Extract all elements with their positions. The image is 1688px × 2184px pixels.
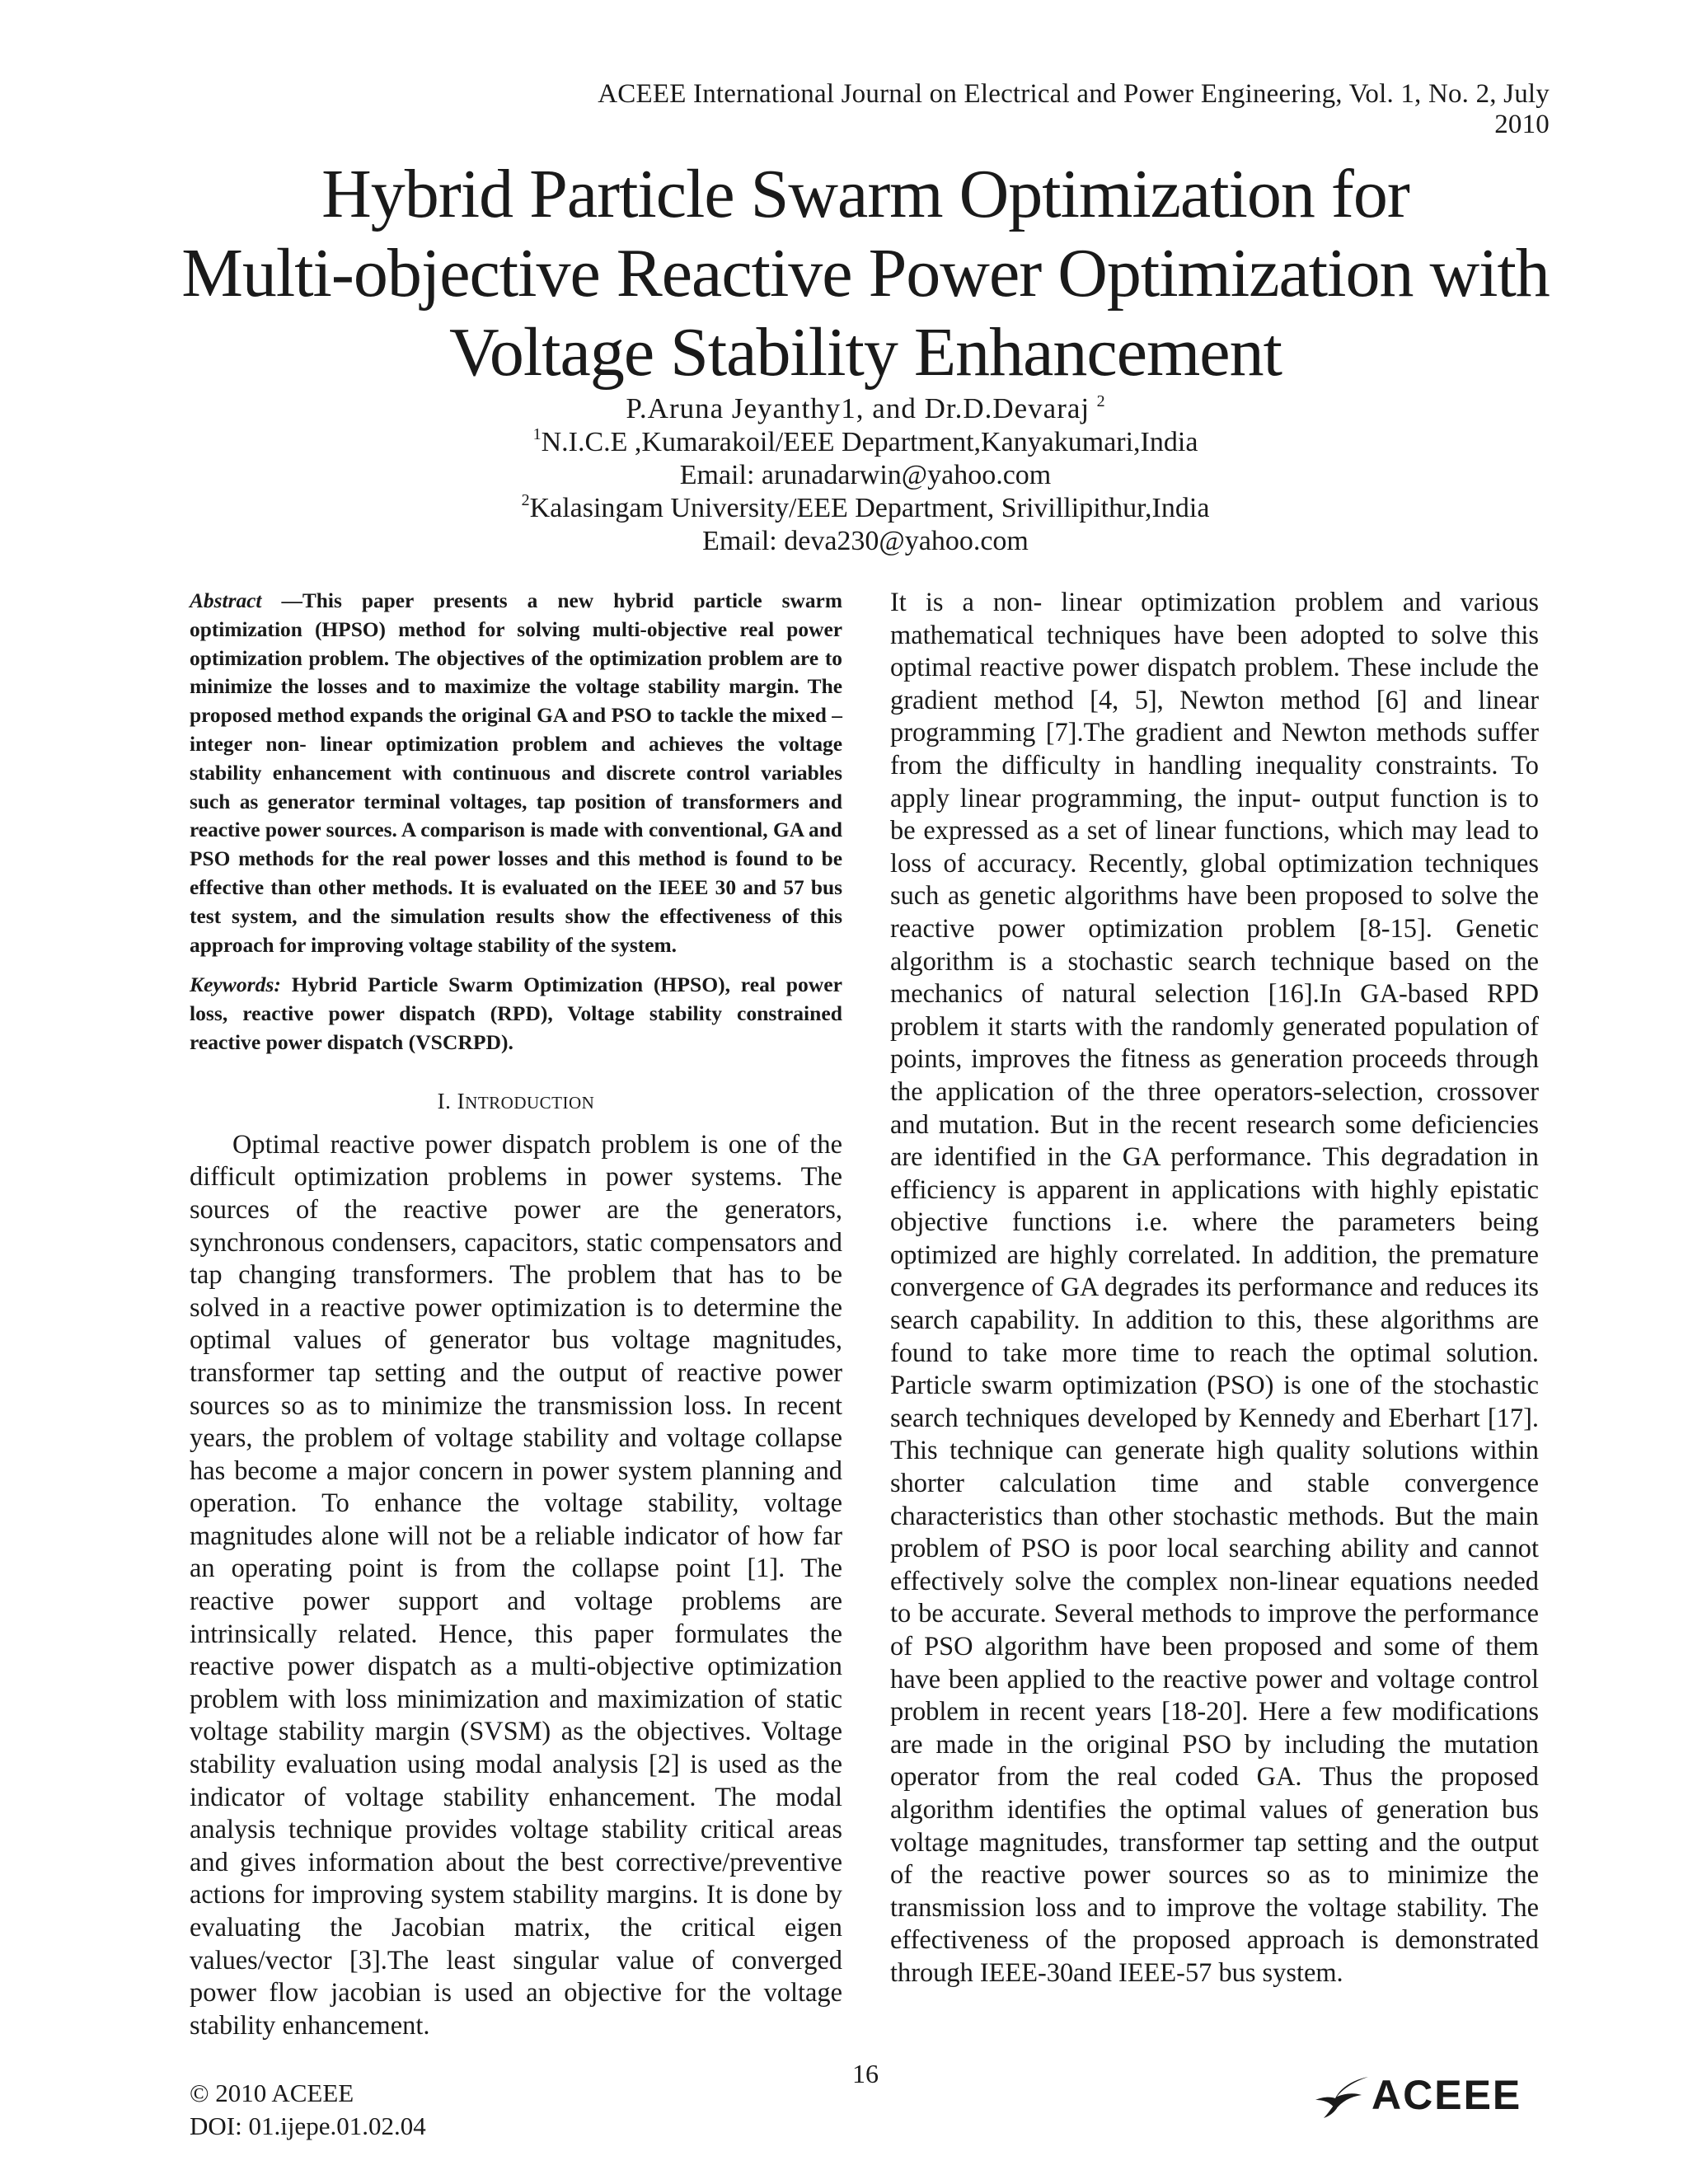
author-names: P.Aruna Jeyanthy1, and Dr.D.Devaraj	[626, 392, 1090, 424]
abstract-label: Abstract	[190, 589, 262, 612]
title-line-1: Hybrid Particle Swarm Optimization for	[321, 156, 1409, 232]
copyright: © 2010 ACEEE	[190, 2079, 354, 2107]
affiliation-1-sup: 1	[532, 425, 542, 443]
email-2: Email: deva230@yahoo.com	[702, 526, 1029, 556]
section-numeral: I. I	[437, 1088, 466, 1113]
right-column	[890, 587, 1539, 1990]
title-line-3: Voltage Stability Enhancement	[449, 314, 1282, 391]
page-number: 16	[852, 2059, 879, 2088]
affiliation-1: N.I.C.E ,Kumarakoil/EEE Department,Kanyakumari,India	[541, 427, 1198, 457]
intro-paragraph-right: It is a non- linear optimization problem and various mathematical techniques have been adopted to solve this optimal reactive power dispatch problem. These include the gradient method [4, 5], Newton method [6] and linear programming [7].The gradient and Newton methods suffer from the difficulty in handling inequality constraints. To apply linear programming, the input- output function is to be expressed as a set of linear functions, which may lead to loss of accuracy. Recently, global optimization techniques such as genetic algorithms have been proposed to solve the reactive power optimization problem [8-15]. Genetic algorithm is a stochastic search technique based on the mechanics of natural selection [16].In GA-based RPD problem it starts with the randomly generated population of points, improves the fitness as generation proceeds through the application of the three operators-selection, crossover and mutation. But in the recent research some deficiencies are identified in the GA performance. This degradation in efficiency is apparent in applications with highly epistatic objective functions i.e. where the parameters being optimized are highly correlated. In addition, the premature convergence of GA degrades its performance and reduces its search capability. In addition to this, these algorithms are found to take more time to reach the optimal solution. Particle swarm optimization (PSO) is one of the stochastic search techniques developed by Kennedy and Eberhart [17]. This technique can generate high quality solutions within shorter calculation time and stable convergence characteristics than other stochastic methods. But the main problem of PSO is poor local searching ability and cannot effectively solve the complex non-linear equations needed to be accurate. Several methods to improve the performance of PSO algorithm have been proposed and some of them have been applied to the reactive power and voltage control problem in recent years [18-20]. Here a few modifications are made in the original PSO by including the mutation operator from the real coded GA. Thus the proposed algorithm identifies the optimal values of generation bus voltage magnitudes, transformer tap setting and the output of the reactive power sources so as to minimize the transmission loss and to improve the voltage stability. The effectiveness of the proposed approach is demonstrated through IEEE-30and IEEE-57 bus system.	[890, 588, 1539, 1988]
email-1: Email: arunadarwin@yahoo.com	[679, 460, 1052, 490]
title-line-2: Multi-objective Reactive Power Optimization with	[181, 235, 1550, 312]
left-column	[190, 587, 842, 2042]
author-block	[132, 392, 1599, 558]
doi: DOI: 01.ijepe.01.02.04	[190, 2111, 426, 2140]
keywords-label: Keywords:	[190, 972, 281, 997]
aceee-logo	[1312, 2070, 1551, 2120]
abstract	[190, 587, 842, 959]
paper-title	[132, 155, 1599, 392]
affiliation-2-sup: 2	[521, 491, 530, 509]
author-sup: 2	[1096, 392, 1105, 410]
logo-text: ACEEE	[1372, 2072, 1522, 2118]
swallow-logo-icon	[1312, 2070, 1370, 2120]
abstract-text: —This paper presents a new hybrid particle swarm optimization (HPSO) method for solving multi-objective real power optimization problem. The objectives of the optimization problem are to minimize the losses and to maximize the voltage stability margin. The proposed method expands the original GA and PSO to tackle the mixed –integer non- linear optimization problem and achieves the voltage stability enhancement with continuous and discrete control variables such as generator terminal voltages, tap position of transformers and reactive power sources. A comparison is made with conventional, GA and PSO methods for the real power losses and this method is found to be effective than other methods. It is evaluated on the IEEE 30 and 57 bus test system, and the simulation results show the effectiveness of this approach for improving voltage stability of the system.	[190, 589, 842, 957]
keywords	[190, 971, 842, 1057]
section-heading-introduction	[190, 1089, 842, 1114]
journal-header: ACEEE International Journal on Electrical and Power Engineering, Vol. 1, No. 2, July 2010	[598, 79, 1550, 139]
footer-info	[190, 2077, 426, 2143]
keywords-text: Hybrid Particle Swarm Optimization (HPSO), real power loss, reactive power dispatch (RPD), Voltage stability constrained reactive power dispatch (VSCRPD).	[190, 972, 842, 1054]
affiliation-2: Kalasingam University/EEE Department, Srivillipithur,India	[529, 493, 1210, 523]
intro-paragraph-left: Optimal reactive power dispatch problem is one of the difficult optimization problems in power systems. The sources of the reactive power are the generators, synchronous condensers, capacitors, static compensators and tap changing transformers. The problem that has to be solved in a reactive power optimization is to determine the optimal values of generator bus voltage magnitudes, transformer tap setting and the output of reactive power sources so as to minimize the transmission loss. In recent years, the problem of voltage stability and voltage collapse has become a major concern in power system planning and operation. To enhance the voltage stability, voltage magnitudes alone will not be a reliable indicator of how far an operating point is from the collapse point [1]. The reactive power support and voltage problems are intrinsically related. Hence, this paper formulates the reactive power dispatch as a multi-objective optimization problem with loss minimization and maximization of static voltage stability margin (SVSM) as the objectives. Voltage stability evaluation using modal analysis [2] is used as the indicator of voltage stability enhancement. The modal analysis technique provides voltage stability critical areas and gives information about the best corrective/preventive actions for improving system stability margins. It is done by evaluating the Jacobian matrix, the critical eigen values/vector [3].The least singular value of converged power flow jacobian is used an objective for the voltage stability enhancement.	[190, 1129, 842, 2041]
section-title-rest: NTRODUCTION	[465, 1092, 595, 1113]
